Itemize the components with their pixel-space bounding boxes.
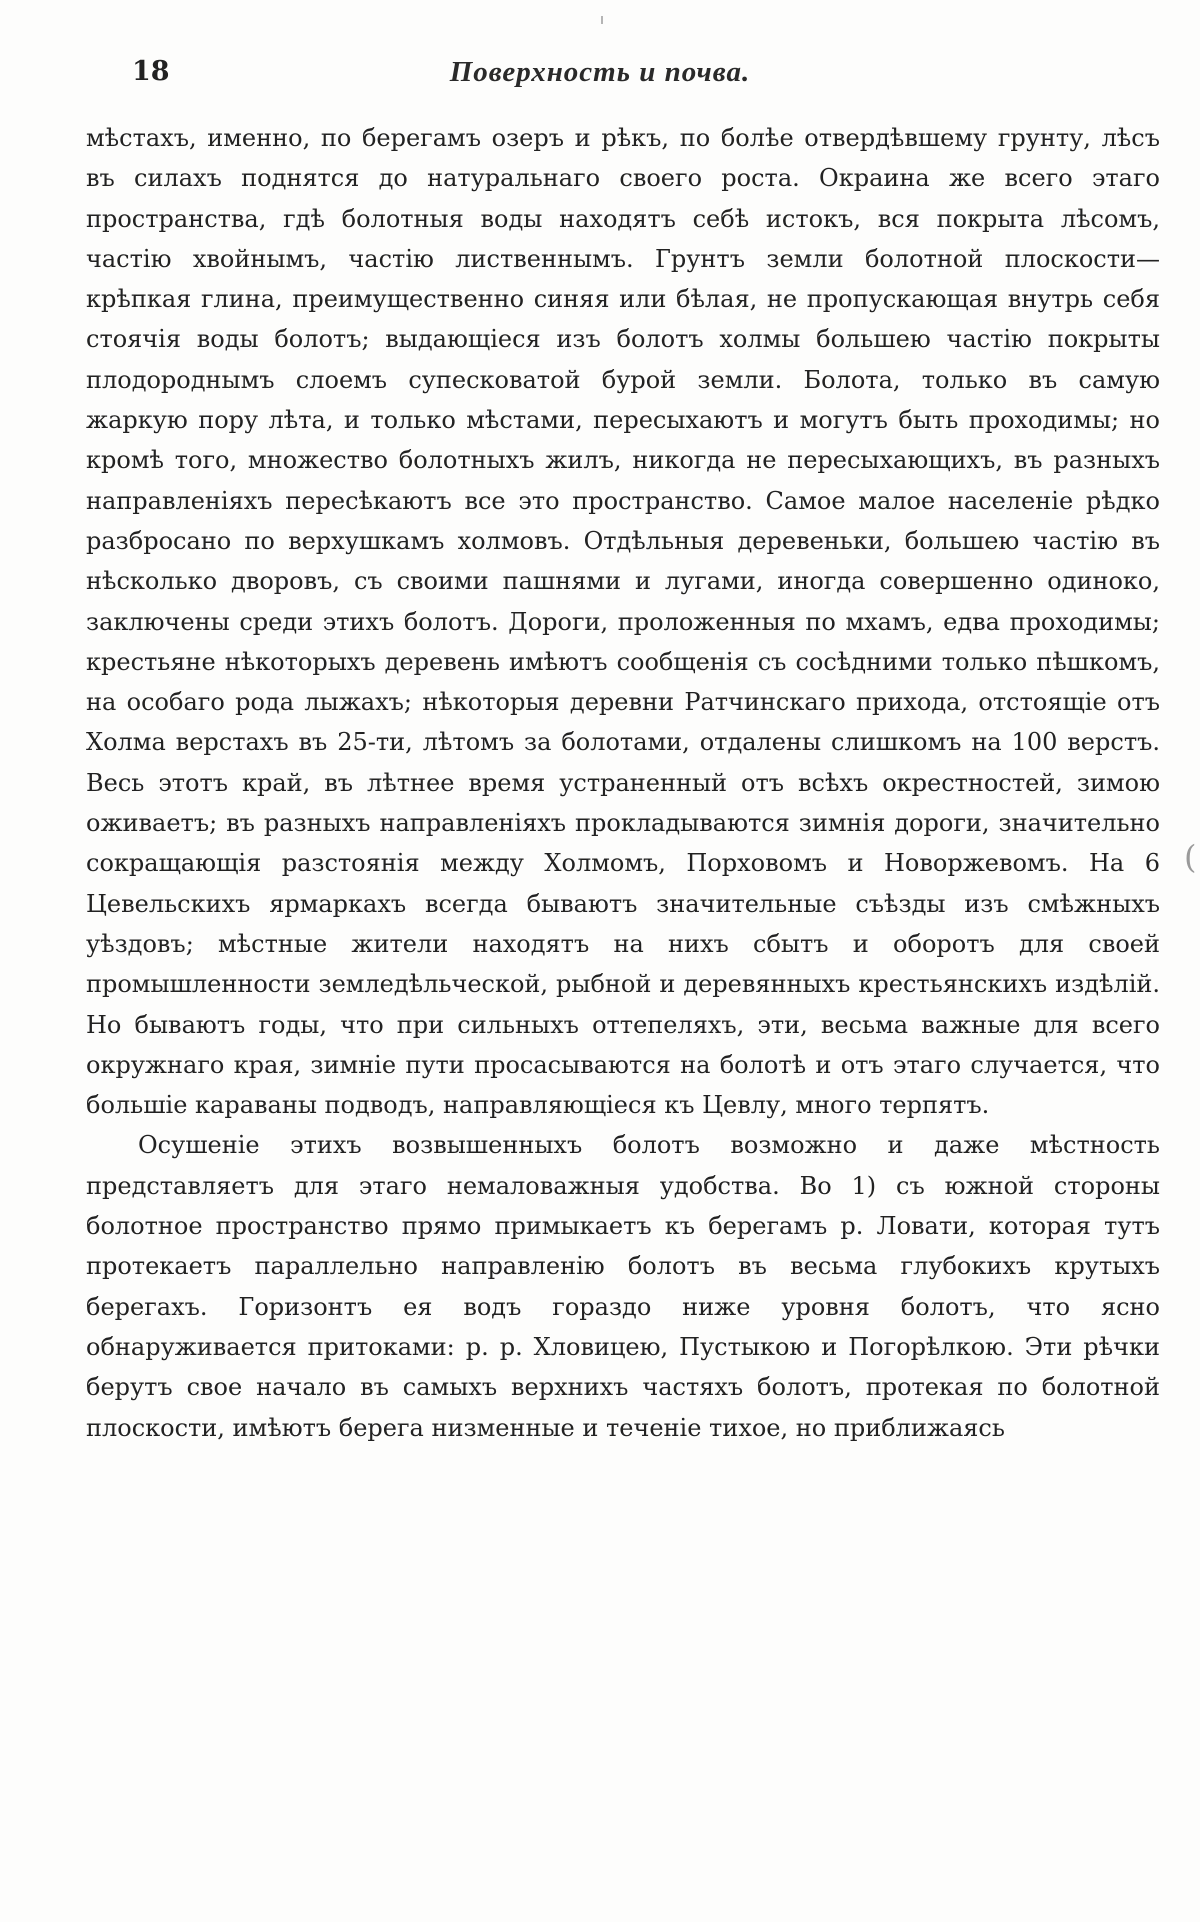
running-title: Поверхность и почва. bbox=[449, 56, 751, 88]
paragraph: Осушеніе этихъ возвышенныхъ болотъ возможно и даже мѣстность представляетъ для этаго немаловажныя удобства. Во 1) съ южной стороны болотное пространство прямо примыкаетъ къ берегамъ р. Ловати, которая тутъ протекаетъ параллельно направленію болотъ въ весьма глубокихъ крутыхъ берегахъ. Горизонтъ ея водъ гораздо ниже уровня болотъ, что ясно обнаруживается притоками: р. р. Хловицею, Пустыкою и Погорѣлкою. Эти рѣчки берутъ свое начало въ самыхъ верхнихъ частяхъ болотъ, протекая по болотной плоскости, имѣютъ берега низменные и теченіе тихое, но приближаясь bbox=[86, 1131, 1160, 1442]
body-text bbox=[86, 118, 1160, 1448]
page-number: 18 bbox=[132, 56, 170, 87]
paragraph: мѣстахъ, именно, по берегамъ озеръ и рѣкъ, по болѣе отвердѣвшему грунту, лѣсъ въ силахъ поднятся до натуральнаго своего роста. Окраина же всего этаго пространства, гдѣ болотныя воды находятъ себѣ истокъ, вся покрыта лѣсомъ, частію хвойнымъ, частію лиственнымъ. Грунтъ земли болотной плоскости—крѣпкая глина, преимущественно синяя или бѣлая, не пропускающая внутрь себя стоячія воды болотъ; выдающіеся изъ болотъ холмы большею частію покрыты плодороднымъ слоемъ супесковатой бурой земли. Болота, только въ самую жаркую пору лѣта, и только мѣстами, пересыхаютъ и могутъ быть проходимы; но кромѣ того, множество болотныхъ жилъ, никогда не пересыхающихъ, въ разныхъ направленіяхъ пересѣкаютъ все это пространство. Самое малое населеніе рѣдко разбросано по верхушкамъ холмовъ. Отдѣльныя деревеньки, большею частію въ нѣсколько дворовъ, съ своими пашнями и лугами, иногда совершенно одиноко, заключены среди этихъ болотъ. Дороги, проложенныя по мхамъ, едва проходимы; крестьяне нѣкоторыхъ деревень имѣютъ сообщенія съ сосѣдними только пѣшкомъ, на особаго рода лыжахъ; нѣкоторыя деревни Ратчинскаго прихода, отстоящіе отъ Холма верстахъ въ 25-ти, лѣтомъ за болотами, отдалены слишкомъ на 100 верстъ. Весь этотъ край, въ лѣтнее время устраненный отъ всѣхъ окрестностей, зимою оживаетъ; въ разныхъ направленіяхъ прокладываются зимнія дороги, значительно сокращающія разстоянія между Холмомъ, Порховомъ и Новоржевомъ. На 6 Цевельскихъ ярмаркахъ всегда бываютъ значительные съѣзды изъ смѣжныхъ уѣздовъ; мѣстные жители находятъ на нихъ сбытъ и оборотъ для своей промышленности земледѣльческой, рыбной и деревянныхъ крестьянскихъ издѣлій. Но бываютъ годы, что при сильныхъ оттепеляхъ, эти, весьма важные для всего окружнаго края, зимніе пути просасываются на болотѣ и отъ этаго случается, что большіе караваны подводъ, направляющіеся къ Цевлу, много терпятъ. bbox=[86, 124, 1160, 1120]
top-edge-mark bbox=[601, 16, 603, 24]
margin-bracket-mark: ( bbox=[1184, 838, 1197, 876]
